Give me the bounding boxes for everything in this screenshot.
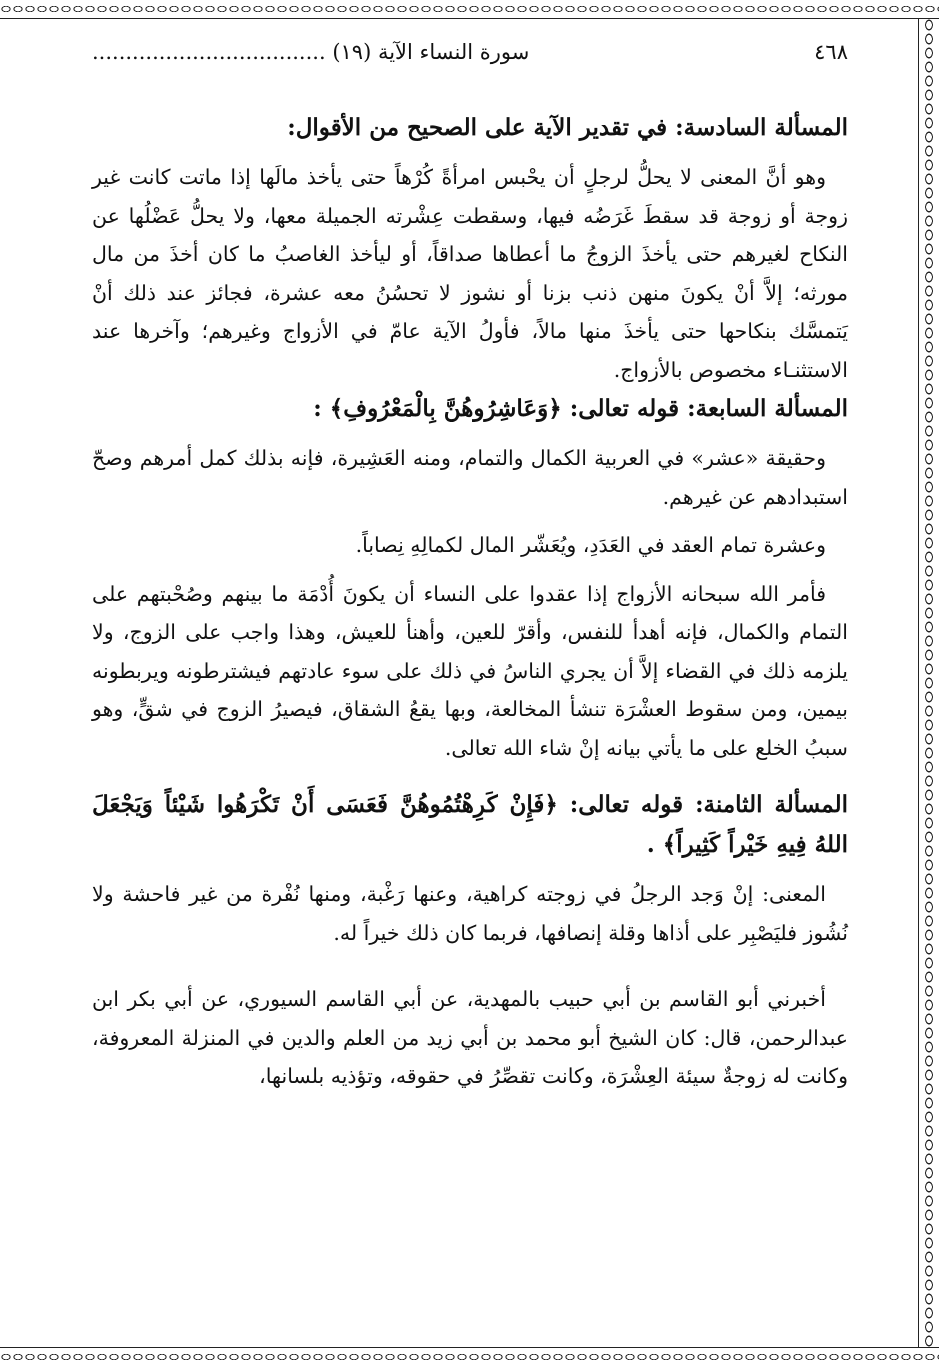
section-6-paragraph: وهو أنَّ المعنى لا يحلُّ لرجلٍ أن يحْبس امرأةً كُرْهاً حتى يأخذ مالَها إذا ماتت كانت غير زوجة أو زوجة قد سقطَ غَرَضُه فيها، وسقطت عِشْرته الجميلة معها، ولا يحلُّ عَضْلُها عن النكاح لغيرهم حتى يأخذَ الزوجُ ما أعطاها صداقاً، أو ليأخذ الغاصبُ ما كان أخذَ من مال مورثه؛ إلاَّ أنْ يكونَ منهن ذنب بزنا أو نشوز لا تحسُنُ معه عشرة، فجائز عند ذلك أنْ يَتمسَّك بنكاحها حتى يأخذَ منها مالاً، فأولُ الآية عامّ في الأزواج وغيرهم؛ وآخرها عند الاستثنـاء مخصوص بالأزواج. bbox=[92, 165, 848, 382]
section-8-paragraph-2: أخبرني أبو القاسم بن أبي حبيب بالمهدية، عن أبي القاسم السيوري، عن أبي بكر ابن عبدالرحمن، قال: كان الشيخ أبو محمد بن أبي زيد من العلم والدين في المنزلة المعروفة، وكانت له زوجةٌ سيئة العِشْرَة، وكانت تقصِّرُ في حقوقه، وتؤذيه بلسانها، bbox=[92, 987, 848, 1088]
decorative-border-right bbox=[918, 18, 939, 1348]
decorative-border-top bbox=[0, 0, 939, 19]
running-header bbox=[92, 40, 848, 70]
section-7-paragraph-1: وحقيقة «عشر» في العربية الكمال والتمام، ومنه العَشِيرة، فإنه بذلك كمل أمرهم وصحّ استبدادهم عن غيرهم. bbox=[92, 446, 848, 509]
section-8-heading-suffix: . bbox=[646, 831, 655, 858]
section-8-verse: ﴿فَإِنْ كَرِهْتُمُوهُنَّ فَعَسَى أَنْ تَكْرَهُوا شَيْئاً وَيَجْعَلَ اللهُ فِيهِ خَيْراً كَثِيراً﴾ bbox=[92, 791, 848, 858]
section-7-heading-suffix: : bbox=[313, 395, 322, 422]
section-7-heading-prefix: المسألة السابعة: قوله تعالى: bbox=[569, 395, 848, 422]
decorative-border-bottom bbox=[0, 1347, 939, 1366]
section-6-heading: المسألة السادسة: في تقدير الآية على الصحيح من الأقوال: bbox=[287, 114, 848, 141]
section-7-verse: ﴿وَعَاشِرُوهُنَّ بِالْمَعْرُوفِ﴾ bbox=[329, 395, 562, 422]
section-7-heading bbox=[92, 389, 848, 429]
section-8-heading bbox=[92, 785, 848, 865]
section-7-paragraph-3: فأمر الله سبحانه الأزواج إذا عقدوا على النساء أن يكونَ أُدْمَة ما بينهم وصُحْبتهم على التمام والكمال، فإنه أهدأ للنفس، وأقرّ للعين، وأهنأ للعيش، وهذا واجب على الزوج، ولا يلزمه ذلك في القضاء إلاَّ أن يجري الناسُ في ذلك على سوء عادتهم فيشترطونه ويربطونه بيمين، ومن سقوط العشْرَة تنشأ المخالعة، وبها يقعُ الشقاق، فيصيرُ الزوج في شقٍّ، وهو سببُ الخلع على ما يأتي بيانه إنْ شاء الله تعالى. bbox=[92, 581, 848, 760]
section-8-heading-prefix: المسألة الثامنة: قوله تعالى: bbox=[569, 791, 848, 818]
page-content bbox=[92, 40, 848, 1096]
section-7-paragraph-2: وعشرة تمام العقد في العَدَدِ، ويُعَشّر المال لكمالِهِ نِصاباً. bbox=[355, 533, 826, 557]
page-number: ٤٦٨ bbox=[814, 40, 848, 64]
surah-title: سورة النساء الآية (١٩) ..... bbox=[92, 40, 529, 64]
section-8-paragraph-1: المعنى: إنْ وَجد الرجلُ في زوجته كراهية، وعنها رَغْبة، ومنها نُفْرة من غير فاحشة ولا نُشُوز فليَصْبِر على أذاها وقلة إنصافها، فربما كان ذلك خيراً له. bbox=[92, 882, 848, 945]
